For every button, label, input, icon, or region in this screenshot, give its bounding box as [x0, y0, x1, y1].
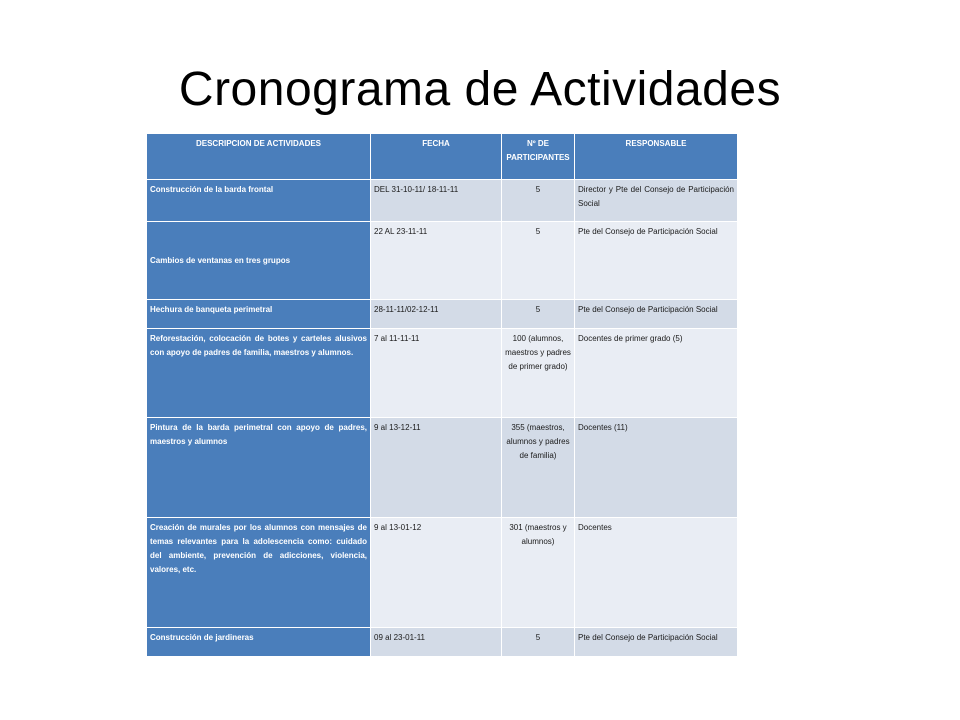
table-row [147, 329, 738, 418]
table-row [147, 628, 738, 657]
cell-actividad: Reforestación, colocación de botes y carteles alusivos con apoyo de padres de familia, maestros y alumnos. [147, 329, 371, 418]
cell-participantes: 5 [502, 300, 575, 329]
table-row [147, 300, 738, 329]
header-responsable: RESPONSABLE [575, 134, 738, 180]
table-row [147, 222, 738, 300]
cell-actividad: Pintura de la barda perimetral con apoyo de padres, maestros y alumnos [147, 418, 371, 518]
cell-actividad: Hechura de banqueta perimetral [147, 300, 371, 329]
cell-participantes: 355 (maestros, alumnos y padres de familia) [502, 418, 575, 518]
cell-responsable: Pte del Consejo de Participación Social [575, 222, 738, 300]
header-fecha: FECHA [371, 134, 502, 180]
cell-fecha: 9 al 13-12-11 [371, 418, 502, 518]
cell-fecha: 22 AL 23-11-11 [371, 222, 502, 300]
cell-responsable: Docentes [575, 518, 738, 628]
cell-participantes: 5 [502, 222, 575, 300]
cell-participantes: 301 (maestros y alumnos) [502, 518, 575, 628]
table-row [147, 180, 738, 222]
header-participantes: Nº DE PARTICIPANTES [502, 134, 575, 180]
table-row [147, 418, 738, 518]
cell-responsable: Pte del Consejo de Participación Social [575, 628, 738, 657]
cell-responsable: Director y Pte del Consejo de Participación Social [575, 180, 738, 222]
header-descripcion: DESCRIPCION DE ACTIVIDADES [147, 134, 371, 180]
cell-responsable: Docentes de primer grado (5) [575, 329, 738, 418]
cell-responsable: Pte del Consejo de Participación Social [575, 300, 738, 329]
cell-actividad: Cambios de ventanas en tres grupos [147, 222, 371, 300]
cell-responsable: Docentes (11) [575, 418, 738, 518]
cell-participantes: 5 [502, 180, 575, 222]
cell-fecha: 7 al 11-11-11 [371, 329, 502, 418]
cell-actividad: Construcción de la barda frontal [147, 180, 371, 222]
cell-actividad: Creación de murales por los alumnos con mensajes de temas relevantes para la adolescencia como: cuidado del ambiente, prevención de adicciones, violencia, valores, etc. [147, 518, 371, 628]
cell-fecha: 9 al 13-01-12 [371, 518, 502, 628]
cell-actividad: Construcción de jardineras [147, 628, 371, 657]
table-header-row [147, 134, 738, 180]
page-title: Cronograma de Actividades [178, 63, 782, 116]
table-row [147, 518, 738, 628]
cell-fecha: DEL 31-10-11/ 18-11-11 [371, 180, 502, 222]
cell-fecha: 28-11-11/02-12-11 [371, 300, 502, 329]
activities-table [146, 133, 738, 657]
cell-participantes: 100 (alumnos, maestros y padres de primer grado) [502, 329, 575, 418]
cell-participantes: 5 [502, 628, 575, 657]
cell-fecha: 09 al 23-01-11 [371, 628, 502, 657]
